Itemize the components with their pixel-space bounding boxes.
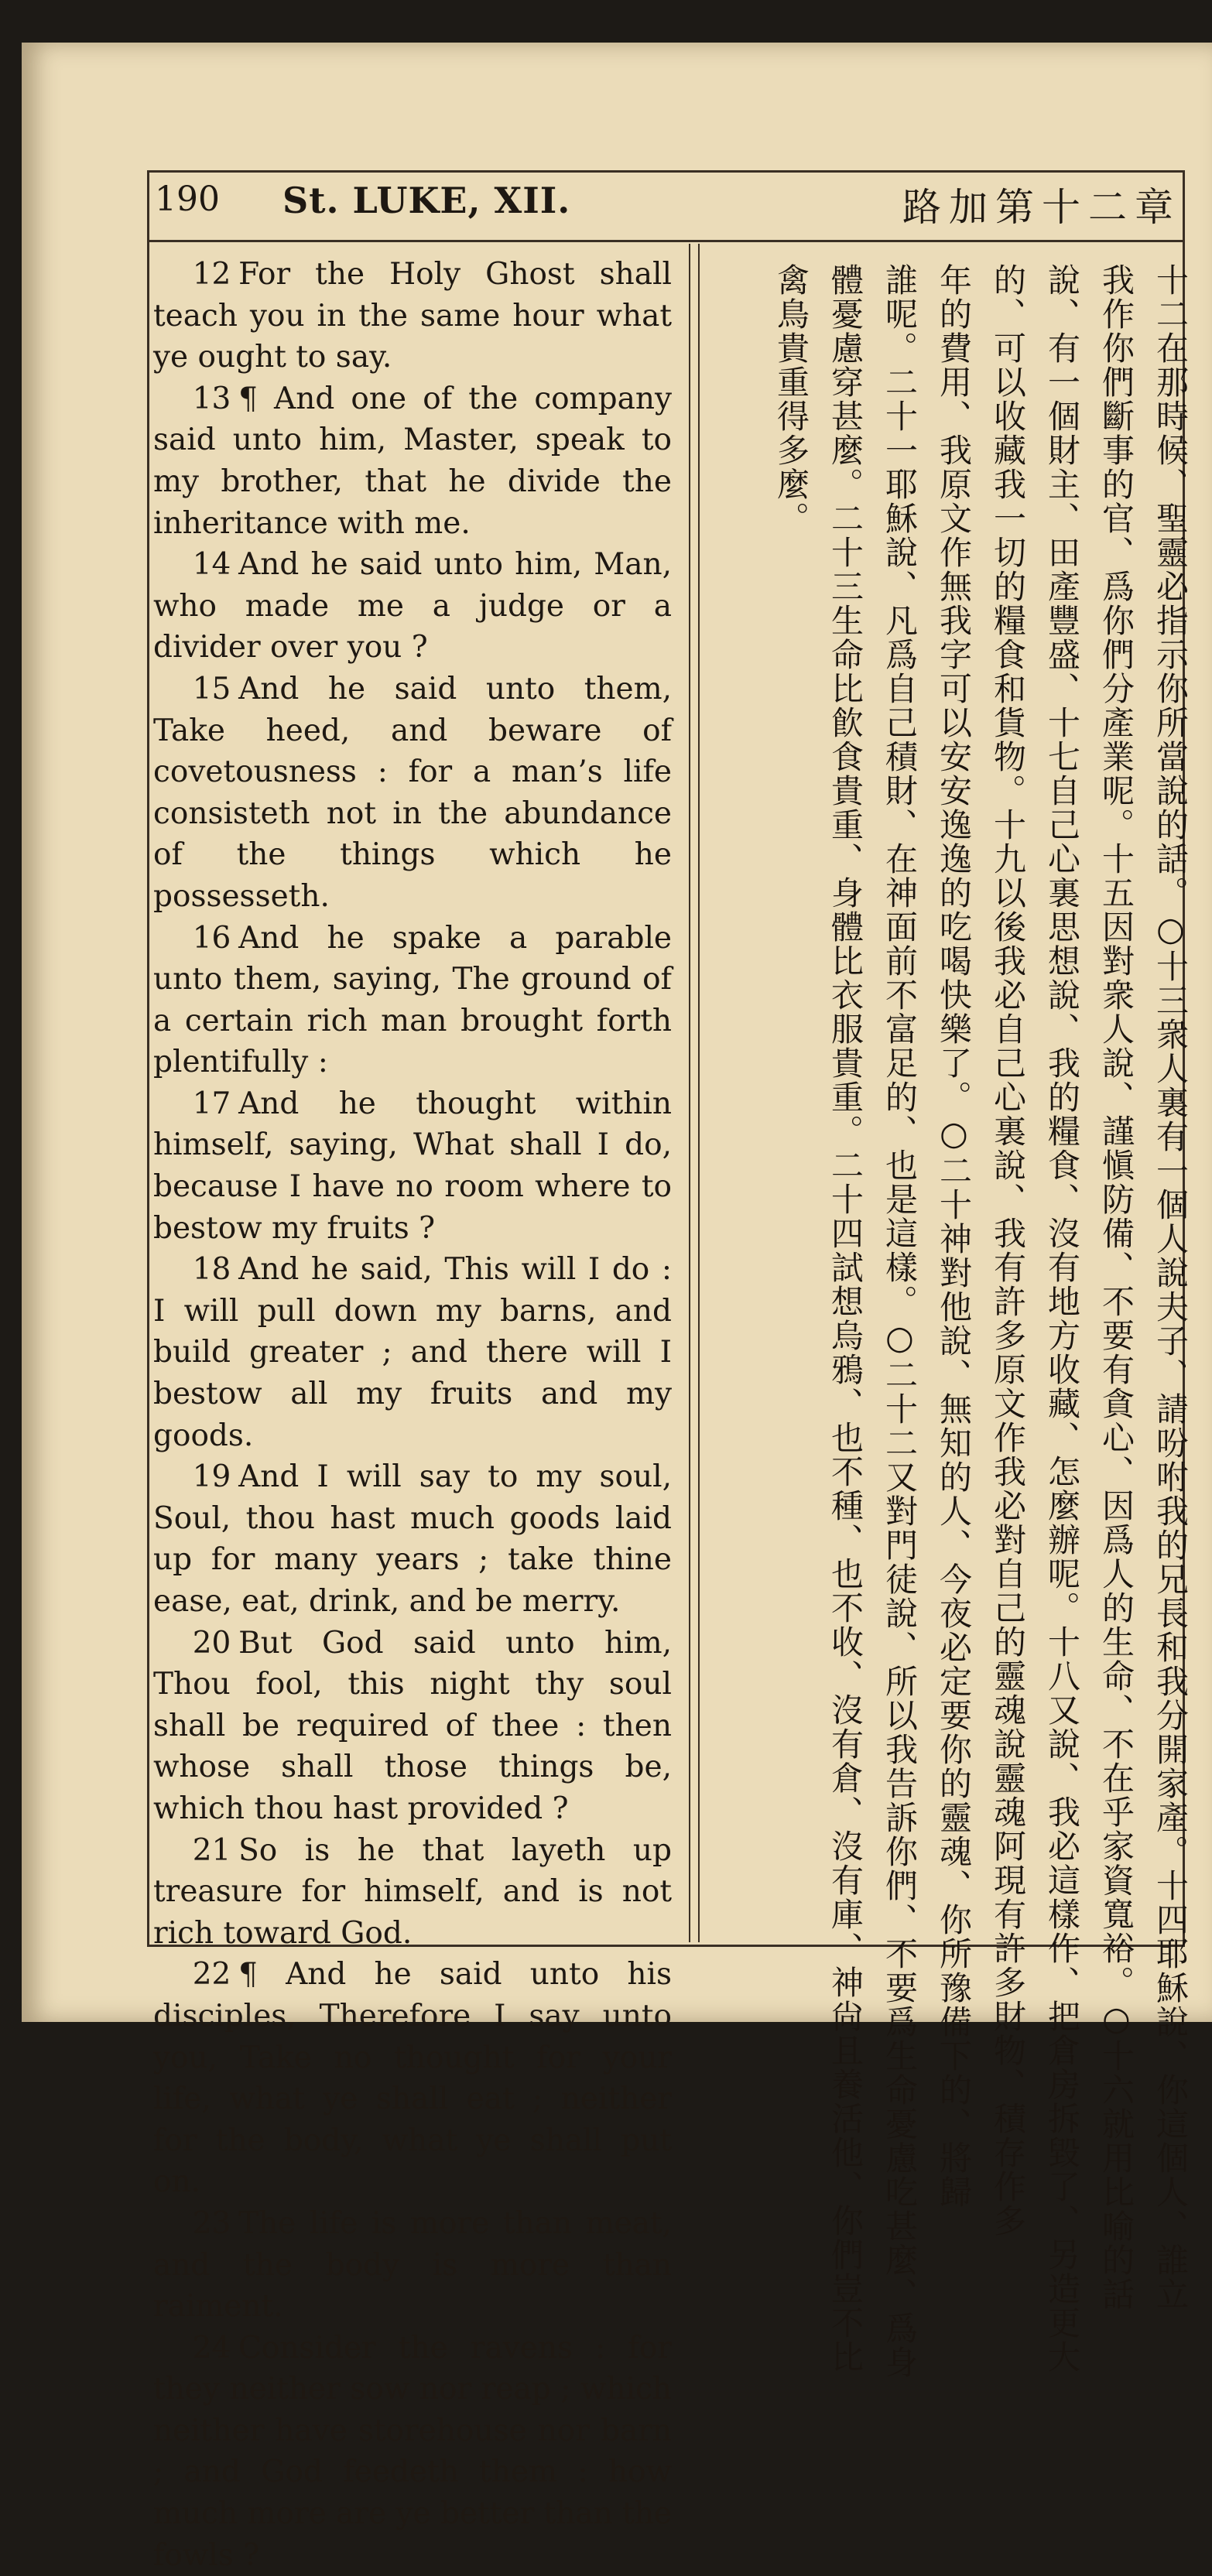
- chinese-column-4: 的、可以收藏我一切的糧食和貨物。十九以後我必自己心裏說、我有許多原文作我必對自己的靈魂說靈魂阿現有許多財物、積存作多: [989, 263, 1027, 2238]
- chinese-text-column: [697, 263, 1192, 2379]
- running-head-english: St. LUKE, XII.: [282, 180, 571, 221]
- chinese-column-3: 說、有一個財主、田產豐盛、十七自己心裏思想說、我的糧食、沒有地方收藏、怎麼辦呢。十八又說、我必這樣作、把倉房拆毀了、另造更大: [1043, 263, 1081, 2374]
- verse-number: 12: [192, 257, 231, 292]
- verse-24: [153, 2328, 672, 2576]
- chinese-column-1: 十二在那時候、聖靈必指示你所當說的話。○十三衆人裏有一個人說夫子、請吩咐我的兄長和我分開家產。十四耶穌說、你這個人、誰立: [1152, 263, 1190, 2311]
- verse-15: [153, 669, 672, 918]
- verse-text: And he said unto him, Man, who made me a judge or a divider over you ?: [153, 547, 672, 665]
- verse-20: [153, 1623, 672, 1830]
- verse-23: [153, 2203, 672, 2328]
- column-divider-left: [689, 244, 690, 1942]
- chinese-column-7: 體憂慮穿甚麼。二十三生命比飮食貴重、身體比衣服貴重。二十四試想烏鴉、也不種、也不收、沒有倉、沒有庫、神尙且養活他、你們豈不比: [827, 263, 864, 2374]
- verse-text: ¶ And one of the company said unto him, Master, speak to my brother, that he divide the inheritance with me.: [153, 381, 672, 541]
- verse-18: [153, 1249, 672, 1456]
- verse-text: And he said unto them, Take heed, and beware of covetousness : for a man’s life consisteth not in the abundance of the things which he possesseth.: [153, 671, 672, 914]
- verse-number: 16: [192, 920, 231, 956]
- verse-number: 13: [192, 381, 231, 416]
- verse-16: [153, 918, 672, 1083]
- verse-number: 15: [192, 671, 231, 706]
- chinese-column-8: 禽鳥貴重得多麼。: [772, 263, 810, 535]
- verse-text: So is he that layeth up treasure for himself, and is not rich toward God.: [153, 1832, 672, 1951]
- verse-text: And I will say to my soul, Soul, thou hast much goods laid up for many years ; take thine ease, eat, drink, and be merry.: [153, 1459, 672, 1619]
- verse-number: 24: [192, 2330, 231, 2366]
- verse-number: 21: [192, 1832, 231, 1868]
- verse-number: 18: [192, 1252, 231, 1288]
- verse-number: 14: [192, 547, 231, 583]
- verse-number: 17: [192, 1086, 231, 1121]
- verse-17: [153, 1083, 672, 1249]
- verse-21: [153, 1830, 672, 1955]
- verse-19: [153, 1456, 672, 1622]
- verse-text: Consider the ravens : for they neither sow nor reap ; which neither have storehouse nor barn ; and God feedeth them : how much more are ye better than the fowls ?: [153, 2330, 672, 2573]
- verse-text: And he spake a parable unto them, saying, The ground of a certain rich man brought forth plentifully :: [153, 920, 672, 1080]
- running-head-chinese: 路加第十二章: [902, 185, 1181, 230]
- english-text-column: [153, 254, 672, 2576]
- verse-number: 19: [192, 1459, 231, 1495]
- chinese-column-5: 年的費用、我原文作無我字可以安安逸逸的吃喝快樂了。○二十神對他說、無知的人、今夜必定要你的靈魂、你所豫備下的、將歸: [935, 263, 973, 2209]
- verse-text: But God said unto him, Thou fool, this night thy soul shall be required of thee : then whose shall those things be, which thou hast provided ?: [153, 1625, 672, 1826]
- verse-13: [153, 378, 672, 544]
- verse-text: ¶ And he said unto his disciples, Therefore I say unto you, Take no thought for your life, what ye shall eat ; neither for the body, what ye shall put on.: [153, 1957, 672, 2200]
- header-rule: [147, 240, 1185, 242]
- verse-22: [153, 1954, 672, 2203]
- page-number: 190: [155, 180, 220, 219]
- verse-12: [153, 254, 672, 378]
- verse-text: For the Holy Ghost shall teach you in the same hour what ye ought to say.: [153, 257, 672, 375]
- verse-text: And he thought within himself, saying, What shall I do, because I have no room where to bestow my fruits ?: [153, 1086, 672, 1246]
- verse-text: And he said, This will I do : I will pull down my barns, and build greater ; and there will I bestow all my fruits and my goods.: [153, 1252, 672, 1453]
- verse-14: [153, 544, 672, 669]
- verse-number: 23: [192, 2205, 231, 2241]
- verse-text: The life is more than meat, and the body is more than raiment.: [153, 2205, 672, 2325]
- chinese-column-2: 我作你們斷事的官、爲你們分產業呢。十五因對衆人說、謹愼防備、不要有貪心、因爲人的生命、不在乎家資寬裕。○十六就用比喻的話: [1097, 263, 1135, 2311]
- verse-number: 22: [192, 1957, 231, 1993]
- verse-number: 20: [192, 1625, 231, 1661]
- chinese-column-6: 誰呢。二十一耶穌說、凡爲自己積財、在神面前不富足的、也是這樣。○二十二又對門徒說、所以我告訴你們、不要爲生命憂慮吃甚麼、爲身: [881, 263, 919, 2379]
